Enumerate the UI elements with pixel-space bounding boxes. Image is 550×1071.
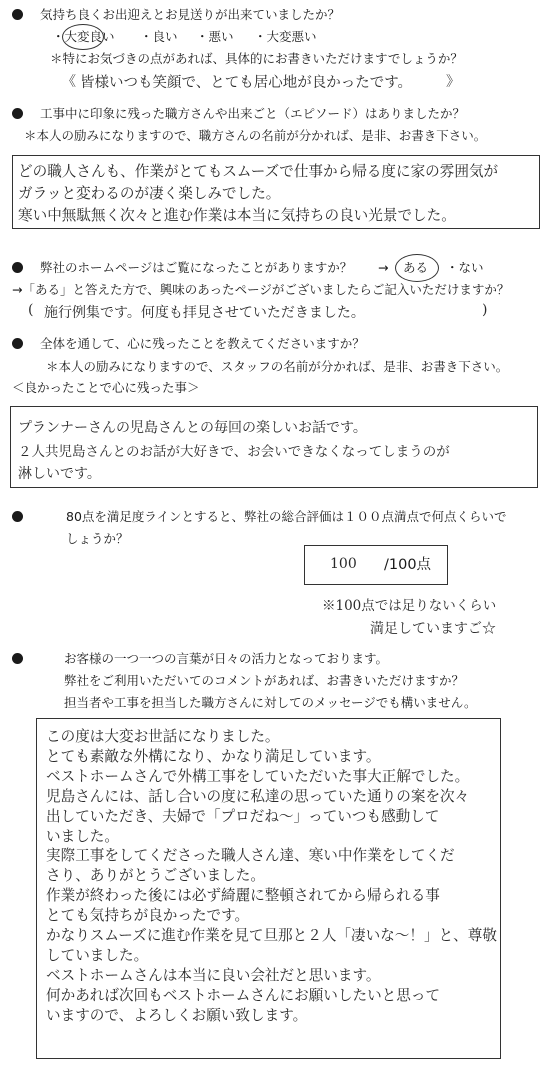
bullet-q1 [12, 9, 23, 20]
q4-sub-heading: ＜良かったことで心に残った事＞ [12, 380, 200, 395]
comment-line: 実際工事をしてくださった職人さん達、寒い中作業をしてくだ [46, 847, 455, 865]
q1-option-good: ・良い [140, 29, 178, 44]
q1-answer: 皆様いつも笑顔で、とても居心地が良かったです。 [80, 75, 413, 91]
q4-answer-line-1: プランナーさんの児島さんとの毎回の楽しいお話です。 [18, 420, 367, 436]
bullet-q4 [12, 338, 23, 349]
comment-line: ベストホームさんは本当に良い会社だと思います。 [46, 966, 381, 984]
comment-line: 何かあれば次回もベストホームさんにお願いしたいと思って [46, 986, 441, 1004]
q4-note: ＊本人の励みになりますので、スタッフの名前が分かれば、是非、お書き下さい。 [46, 359, 509, 374]
q4-answer-line-2: ２人共児島さんとのお話が大好きで、お会いできなくなってしまうのが [18, 444, 450, 460]
comment-line: いますので、よろしくお願い致します。 [46, 1006, 308, 1024]
q1-selected-circle [62, 24, 104, 50]
q6-line-3: 担当者や工事を担当した職方さんに対してのメッセージでも構いません。 [64, 695, 477, 710]
q1-question: 気持ち良くお出迎えとお見送りが出来ていましたか？ [40, 7, 341, 22]
comment-line: 出していただき、夫婦で「プロだね〜」っていつも感動して [46, 807, 440, 825]
q2-note: ＊本人の励みになりますので、職方さんの名前が分かれば、是非、お書き下さい。 [24, 128, 487, 143]
q4-answer-line-3: 淋しいです。 [18, 466, 101, 482]
q5-question-line-1: 80点を満足度ラインとすると、弊社の総合評価は１００点満点で何点くらいで [66, 509, 507, 524]
q2-answer-line-1: どの職人さんも、作業がとてもスムーズで仕事から帰る度に家の雰囲気が [18, 163, 499, 180]
q3-option-no: ・ない [446, 260, 484, 275]
q2-answer-line-2: ガラッと変わるのが凄く楽しみでした。 [18, 185, 281, 202]
comment-line: この度は大変お世話になりました。 [46, 728, 280, 745]
q5-note-line-1: ※100点では足りないくらい [322, 598, 497, 614]
q2-question: 工事中に印象に残った職方さんや出来ごと（エピソード）はありましたか？ [40, 106, 466, 121]
comment-line: さり、ありがとうございました。 [46, 867, 265, 885]
comment-line: とても気持ちが良かったです。 [46, 907, 250, 925]
bullet-q3 [12, 262, 23, 273]
q5-score-suffix: /100点 [384, 557, 432, 573]
q1-followup: ＊特にお気づきの点があれば、具体的にお書きいただけますでしょうか？ [50, 51, 463, 66]
q2-answer-line-3: 寒い中無駄無く次々と進む作業は本当に気持ちの良い光景でした。 [18, 207, 456, 224]
comment-line: かなりスムーズに進む作業を見て旦那と２人「凄いな〜！」と、尊敬 [46, 927, 497, 945]
q6-line-1: お客様の一つ一つの言葉が日々の活力となっております。 [64, 651, 389, 666]
bullet-q5 [12, 511, 23, 522]
q1-option-very-bad: ・大変悪い [254, 29, 317, 44]
q1-option-very-good: ・大変良い [52, 29, 115, 44]
bullet-q2 [12, 108, 23, 119]
q3-option-yes: ある [403, 260, 429, 275]
comment-line: いました。 [46, 827, 119, 845]
q5-score: 100 [330, 556, 357, 572]
q6-line-2: 弊社をご利用いただいてのコメントがあれば、お書きいただけますか？ [64, 673, 465, 688]
comment-line: 児島さんには、話し合いの度に私達の思っていた通りの案を次々 [46, 787, 470, 805]
q5-question-line-2: しょうか？ [66, 531, 129, 546]
comment-line: していました。 [46, 946, 149, 964]
q3-paren-open: ( [28, 302, 34, 318]
q1-answer-close: 》 [446, 74, 460, 90]
comment-line: 作業が終わった後には必ず綺麗に整頓されてから帰られる事 [46, 887, 440, 905]
comment-line: ベストホームさんで外構工事をしていただいた事大正解でした。 [46, 767, 470, 785]
q3-question: 弊社のホームページはご覧になったことがありますか？ [40, 260, 353, 275]
q5-note-line-2: 満足していますご☆ [370, 621, 496, 637]
q1-answer-open: 《 [62, 74, 76, 90]
q4-question: 全体を通して、心に残ったことを教えてくださいますか？ [40, 336, 365, 351]
bullet-q6 [12, 653, 23, 664]
q1-option-bad: ・悪い [196, 29, 234, 44]
q3-followup: →「ある」と答えた方で、興味のあったページがございましたらご記入いただけますか？ [12, 282, 510, 297]
q3-paren-close: ) [482, 302, 488, 318]
q3-arrow: → [378, 260, 389, 275]
comment-line: とても素敵な外構になり、かなり満足しています。 [46, 747, 381, 765]
q3-answer: 施行例集です。何度も拝見させていただきました。 [44, 305, 365, 321]
q6-comment-body [46, 727, 497, 1026]
